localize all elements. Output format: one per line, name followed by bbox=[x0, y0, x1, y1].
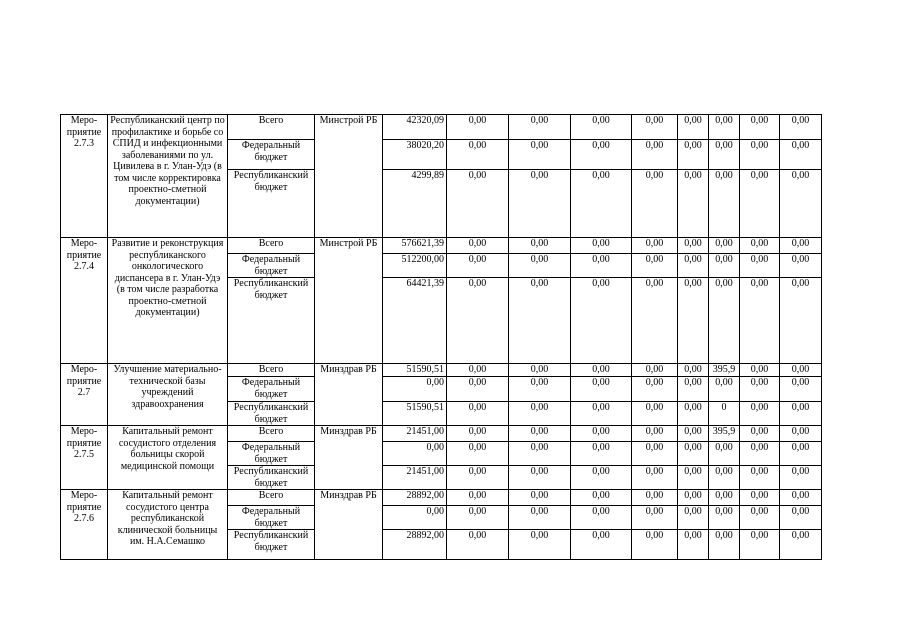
year-amount-cell: 0,00 bbox=[740, 530, 780, 560]
year-amount-cell: 0,00 bbox=[632, 238, 678, 254]
year-amount-cell: 0,00 bbox=[780, 170, 822, 238]
funding-source: Республиканский бюджет bbox=[228, 466, 315, 490]
year-amount-cell: 0,00 bbox=[780, 254, 822, 278]
year-amount-cell: 0,00 bbox=[447, 466, 509, 490]
year-amount-cell: 0,00 bbox=[780, 402, 822, 426]
year-amount-cell: 0,00 bbox=[509, 278, 571, 364]
year-amount-cell: 0,00 bbox=[571, 490, 632, 506]
measure-name: Республиканский центр по профилактике и борьбе со СПИД и инфекционными заболеваниями по ул. Цивилева в г. Улан-Удэ (в том числе корректировка проектно-сметной документации) bbox=[108, 115, 228, 238]
year-amount-cell: 0,00 bbox=[571, 402, 632, 426]
total-amount-cell: 51590,51 bbox=[383, 364, 447, 377]
year-amount-cell: 0,00 bbox=[740, 490, 780, 506]
program-measures-table bbox=[60, 114, 822, 560]
year-amount-cell: 0,00 bbox=[709, 530, 740, 560]
year-amount-cell: 0,00 bbox=[632, 377, 678, 402]
year-amount-cell: 0,00 bbox=[780, 115, 822, 140]
year-amount-cell: 0,00 bbox=[632, 364, 678, 377]
year-amount-cell: 0,00 bbox=[678, 115, 709, 140]
year-amount-cell: 0,00 bbox=[780, 490, 822, 506]
year-amount-cell: 0,00 bbox=[447, 530, 509, 560]
year-amount-cell: 0,00 bbox=[780, 442, 822, 466]
year-amount-cell: 0,00 bbox=[780, 530, 822, 560]
year-amount-cell: 395,9 bbox=[709, 364, 740, 377]
year-amount-cell: 0,00 bbox=[632, 278, 678, 364]
year-amount-cell: 0,00 bbox=[709, 278, 740, 364]
funding-source: Всего bbox=[228, 426, 315, 442]
year-amount-cell: 0,00 bbox=[509, 170, 571, 238]
funding-source: Республиканский бюджет bbox=[228, 402, 315, 426]
year-amount-cell: 0,00 bbox=[740, 377, 780, 402]
year-amount-cell: 0,00 bbox=[447, 506, 509, 530]
total-amount-cell: 4299,89 bbox=[383, 170, 447, 238]
year-amount-cell: 0,00 bbox=[709, 506, 740, 530]
year-amount-cell: 0,00 bbox=[709, 442, 740, 466]
year-amount-cell: 0,00 bbox=[509, 364, 571, 377]
measure-executor: Минздрав РБ bbox=[315, 364, 383, 426]
total-amount-cell: 576621,39 bbox=[383, 238, 447, 254]
measure-name: Капитальный ремонт сосудистого отделения больницы скорой медицинской помощи bbox=[108, 426, 228, 490]
year-amount-cell: 0,00 bbox=[709, 377, 740, 402]
measure-name: Капитальный ремонт сосудистого центра республиканской клинической больницы им. Н.А.Семашко bbox=[108, 490, 228, 560]
year-amount-cell: 0,00 bbox=[509, 402, 571, 426]
year-amount-cell: 0,00 bbox=[571, 530, 632, 560]
year-amount-cell: 0,00 bbox=[678, 442, 709, 466]
measure-code: Меро-приятие 2.7.6 bbox=[61, 490, 108, 560]
table-row bbox=[61, 115, 822, 140]
year-amount-cell: 0,00 bbox=[447, 442, 509, 466]
funding-source: Федеральный бюджет bbox=[228, 506, 315, 530]
year-amount-cell: 0,00 bbox=[740, 238, 780, 254]
year-amount-cell: 0,00 bbox=[709, 490, 740, 506]
year-amount-cell: 0,00 bbox=[678, 140, 709, 170]
year-amount-cell: 0,00 bbox=[571, 442, 632, 466]
year-amount-cell: 0,00 bbox=[447, 115, 509, 140]
year-amount-cell: 0,00 bbox=[709, 115, 740, 140]
funding-source: Республиканский бюджет bbox=[228, 278, 315, 364]
year-amount-cell: 0,00 bbox=[678, 278, 709, 364]
year-amount-cell: 0,00 bbox=[678, 506, 709, 530]
year-amount-cell: 0,00 bbox=[780, 377, 822, 402]
measure-name: Улучшение материально-технической базы учреждений здравоохранения bbox=[108, 364, 228, 426]
total-amount-cell: 28892,00 bbox=[383, 530, 447, 560]
table-row bbox=[61, 238, 822, 254]
total-amount-cell: 512200,00 bbox=[383, 254, 447, 278]
year-amount-cell: 0,00 bbox=[678, 466, 709, 490]
year-amount-cell: 0,00 bbox=[740, 442, 780, 466]
year-amount-cell: 0,00 bbox=[632, 426, 678, 442]
total-amount-cell: 51590,51 bbox=[383, 402, 447, 426]
year-amount-cell: 0,00 bbox=[509, 530, 571, 560]
year-amount-cell: 0,00 bbox=[447, 170, 509, 238]
total-amount-cell: 21451,00 bbox=[383, 426, 447, 442]
year-amount-cell: 0,00 bbox=[571, 115, 632, 140]
total-amount-cell: 28892,00 bbox=[383, 490, 447, 506]
year-amount-cell: 0,00 bbox=[571, 377, 632, 402]
year-amount-cell: 0,00 bbox=[632, 442, 678, 466]
year-amount-cell: 0,00 bbox=[740, 140, 780, 170]
year-amount-cell: 0,00 bbox=[509, 490, 571, 506]
funding-source: Республиканский бюджет bbox=[228, 170, 315, 238]
year-amount-cell: 0,00 bbox=[632, 402, 678, 426]
year-amount-cell: 0,00 bbox=[447, 490, 509, 506]
total-amount-cell: 0,00 bbox=[383, 377, 447, 402]
funding-source: Федеральный бюджет bbox=[228, 254, 315, 278]
table-row bbox=[61, 364, 822, 377]
funding-source: Всего bbox=[228, 490, 315, 506]
year-amount-cell: 0,00 bbox=[509, 254, 571, 278]
year-amount-cell: 0,00 bbox=[571, 466, 632, 490]
year-amount-cell: 0,00 bbox=[632, 140, 678, 170]
year-amount-cell: 0,00 bbox=[571, 278, 632, 364]
year-amount-cell: 0,00 bbox=[678, 377, 709, 402]
year-amount-cell: 395,9 bbox=[709, 426, 740, 442]
year-amount-cell: 0,00 bbox=[571, 506, 632, 530]
year-amount-cell: 0,00 bbox=[709, 254, 740, 278]
year-amount-cell: 0,00 bbox=[709, 238, 740, 254]
funding-source: Федеральный бюджет bbox=[228, 442, 315, 466]
year-amount-cell: 0,00 bbox=[678, 238, 709, 254]
year-amount-cell: 0,00 bbox=[678, 254, 709, 278]
year-amount-cell: 0,00 bbox=[632, 115, 678, 140]
year-amount-cell: 0,00 bbox=[447, 426, 509, 442]
year-amount-cell: 0,00 bbox=[780, 278, 822, 364]
year-amount-cell: 0,00 bbox=[571, 426, 632, 442]
year-amount-cell: 0,00 bbox=[509, 140, 571, 170]
total-amount-cell: 21451,00 bbox=[383, 466, 447, 490]
year-amount-cell: 0,00 bbox=[709, 466, 740, 490]
year-amount-cell: 0,00 bbox=[632, 254, 678, 278]
year-amount-cell: 0,00 bbox=[709, 170, 740, 238]
measure-code: Меро-приятие 2.7.3 bbox=[61, 115, 108, 238]
year-amount-cell: 0,00 bbox=[447, 364, 509, 377]
year-amount-cell: 0,00 bbox=[780, 466, 822, 490]
year-amount-cell: 0,00 bbox=[447, 140, 509, 170]
year-amount-cell: 0,00 bbox=[509, 506, 571, 530]
funding-source: Федеральный бюджет bbox=[228, 377, 315, 402]
year-amount-cell: 0,00 bbox=[740, 170, 780, 238]
year-amount-cell: 0,00 bbox=[740, 466, 780, 490]
year-amount-cell: 0,00 bbox=[509, 442, 571, 466]
year-amount-cell: 0,00 bbox=[447, 254, 509, 278]
total-amount-cell: 42320,09 bbox=[383, 115, 447, 140]
year-amount-cell: 0,00 bbox=[509, 115, 571, 140]
year-amount-cell: 0,00 bbox=[632, 506, 678, 530]
year-amount-cell: 0,00 bbox=[780, 506, 822, 530]
funding-source: Республиканский бюджет bbox=[228, 530, 315, 560]
funding-source: Федеральный бюджет bbox=[228, 140, 315, 170]
measure-code: Меро-приятие 2.7.5 bbox=[61, 426, 108, 490]
measure-code: Меро-приятие 2.7.4 bbox=[61, 238, 108, 364]
year-amount-cell: 0,00 bbox=[678, 426, 709, 442]
year-amount-cell: 0,00 bbox=[571, 254, 632, 278]
year-amount-cell: 0,00 bbox=[632, 490, 678, 506]
year-amount-cell: 0,00 bbox=[780, 364, 822, 377]
year-amount-cell: 0 bbox=[709, 402, 740, 426]
year-amount-cell: 0,00 bbox=[740, 254, 780, 278]
year-amount-cell: 0,00 bbox=[447, 238, 509, 254]
year-amount-cell: 0,00 bbox=[740, 278, 780, 364]
year-amount-cell: 0,00 bbox=[678, 402, 709, 426]
measure-executor: Минздрав РБ bbox=[315, 490, 383, 560]
table-body bbox=[61, 115, 822, 560]
year-amount-cell: 0,00 bbox=[780, 238, 822, 254]
year-amount-cell: 0,00 bbox=[740, 506, 780, 530]
total-amount-cell: 38020,20 bbox=[383, 140, 447, 170]
total-amount-cell: 64421,39 bbox=[383, 278, 447, 364]
year-amount-cell: 0,00 bbox=[571, 364, 632, 377]
year-amount-cell: 0,00 bbox=[678, 530, 709, 560]
year-amount-cell: 0,00 bbox=[447, 278, 509, 364]
year-amount-cell: 0,00 bbox=[509, 238, 571, 254]
year-amount-cell: 0,00 bbox=[678, 490, 709, 506]
year-amount-cell: 0,00 bbox=[509, 377, 571, 402]
measure-executor: Минстрой РБ bbox=[315, 115, 383, 238]
measure-executor: Минздрав РБ bbox=[315, 426, 383, 490]
measure-name: Развитие и реконструкция республиканского онкологического диспансера в г. Улан-Удэ (в том числе разработка проектно-сметной документации) bbox=[108, 238, 228, 364]
year-amount-cell: 0,00 bbox=[740, 426, 780, 442]
year-amount-cell: 0,00 bbox=[740, 402, 780, 426]
table-row bbox=[61, 426, 822, 442]
total-amount-cell: 0,00 bbox=[383, 442, 447, 466]
year-amount-cell: 0,00 bbox=[571, 140, 632, 170]
year-amount-cell: 0,00 bbox=[509, 426, 571, 442]
year-amount-cell: 0,00 bbox=[632, 170, 678, 238]
year-amount-cell: 0,00 bbox=[509, 466, 571, 490]
year-amount-cell: 0,00 bbox=[740, 364, 780, 377]
year-amount-cell: 0,00 bbox=[447, 377, 509, 402]
year-amount-cell: 0,00 bbox=[571, 170, 632, 238]
funding-source: Всего bbox=[228, 238, 315, 254]
measure-code: Меро-приятие 2.7 bbox=[61, 364, 108, 426]
measure-executor: Минстрой РБ bbox=[315, 238, 383, 364]
year-amount-cell: 0,00 bbox=[632, 466, 678, 490]
year-amount-cell: 0,00 bbox=[740, 115, 780, 140]
year-amount-cell: 0,00 bbox=[447, 402, 509, 426]
year-amount-cell: 0,00 bbox=[678, 170, 709, 238]
year-amount-cell: 0,00 bbox=[632, 530, 678, 560]
year-amount-cell: 0,00 bbox=[678, 364, 709, 377]
year-amount-cell: 0,00 bbox=[780, 426, 822, 442]
year-amount-cell: 0,00 bbox=[780, 140, 822, 170]
table-row bbox=[61, 490, 822, 506]
year-amount-cell: 0,00 bbox=[571, 238, 632, 254]
funding-source: Всего bbox=[228, 364, 315, 377]
total-amount-cell: 0,00 bbox=[383, 506, 447, 530]
funding-source: Всего bbox=[228, 115, 315, 140]
year-amount-cell: 0,00 bbox=[709, 140, 740, 170]
